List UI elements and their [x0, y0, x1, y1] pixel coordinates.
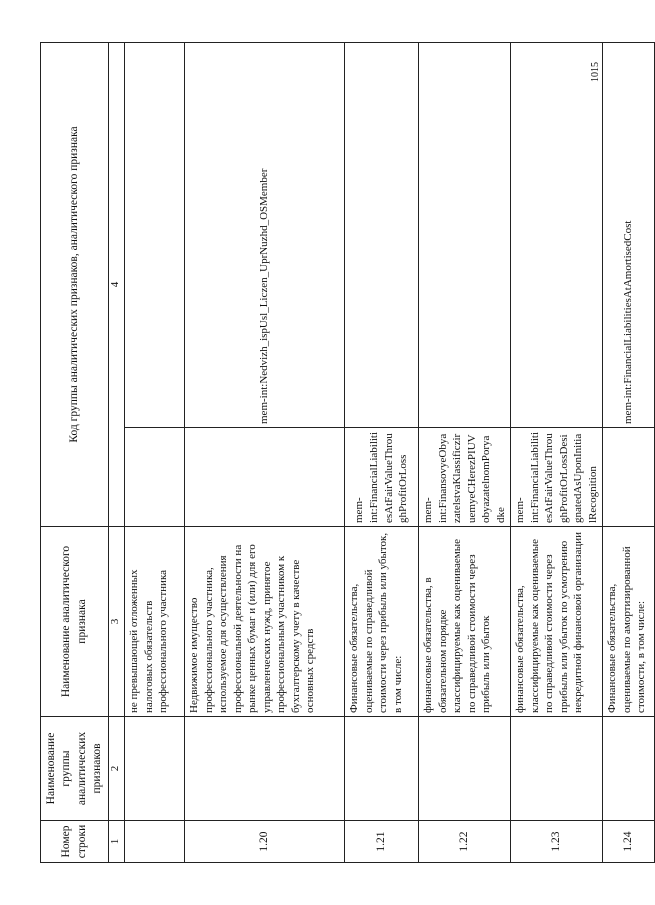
column-number: 3	[109, 527, 125, 717]
row-number: 1.23	[511, 821, 603, 863]
row-feature-name: Финансовые обязательства, оцениваемые по амортизированной стоимости, в том числе:	[603, 527, 655, 717]
row-code-a	[185, 428, 345, 527]
row-feature-name: финансовые обязательства, в обязательном порядке классифицируемые как оцениваемые по справедливой стоимости через прибыль или убыток	[419, 527, 511, 717]
row-code-b	[125, 42, 185, 427]
row-code-a	[603, 428, 655, 527]
table-row	[511, 42, 603, 862]
row-group	[345, 717, 419, 821]
row-number: 1.21	[345, 821, 419, 863]
header-feature-name: Наименование аналитического признака	[41, 527, 109, 717]
row-code-b	[419, 42, 511, 427]
row-code-b: mem-int:FinancialLiabilitiesAtAmortisedCost	[603, 42, 655, 427]
header-row-number: Номер строки	[41, 821, 109, 863]
row-group	[185, 717, 345, 821]
row-group	[511, 717, 603, 821]
row-feature-name: финансовые обязательства, классифицируемые как оцениваемые по справедливой стоимости через прибыль или убыток по усмотрению некредитной финансовой организации	[511, 527, 603, 717]
table-header-row	[41, 42, 109, 862]
row-code-a	[125, 428, 185, 527]
row-code-a: mem-int:FinancialLiabilitiesAtFairValueThroughProfitOrLoss	[345, 428, 419, 527]
row-number: 1.24	[603, 821, 655, 863]
row-number: 1.22	[419, 821, 511, 863]
table-row	[185, 42, 345, 862]
row-feature-name: Финансовые обязательства, оцениваемые по справедливой стоимости через прибыль или убыток, в том числе:	[345, 527, 419, 717]
row-number	[125, 821, 185, 863]
row-number: 1.20	[185, 821, 345, 863]
row-group	[419, 717, 511, 821]
row-group	[125, 717, 185, 821]
page-number: 1015	[590, 62, 601, 82]
row-feature-name: не превышающей отложенных налоговых обязательств профессионального участника	[125, 527, 185, 717]
header-code: Код группы аналитических признаков, аналитического признака	[41, 42, 109, 526]
table-row	[345, 42, 419, 862]
table-row	[125, 42, 185, 862]
row-code-a: mem-int:FinancialLiabilitiesAtFairValueThroughProfitOrLossDesignatedAsUponInitialRecognition	[511, 428, 603, 527]
row-group	[603, 717, 655, 821]
column-number: 2	[109, 717, 125, 821]
column-number: 4	[109, 42, 125, 526]
row-code-b	[345, 42, 419, 427]
row-code-b: mem-int:Nedvizh_ispUsl_Liczen_UprNuzhd_OSMember	[185, 42, 345, 427]
row-code-a: mem-int:FinansovyeObyazatelstvaKlassificziruemyeCHerezPIUVobyazatelnomPoryadke	[419, 428, 511, 527]
column-number-row	[109, 42, 125, 862]
table-row	[603, 42, 655, 862]
row-code-b	[511, 42, 603, 427]
header-group-name: Наименование группы аналитических признаков	[41, 717, 109, 821]
column-number: 1	[109, 821, 125, 863]
table-row	[419, 42, 511, 862]
row-feature-name: Недвижимое имущество профессионального участника, используемое для осуществления профессиональной деятельности на рынке ценных бумаг и (или) для его управленческих нужд, принятое профессиональным участником к бухгалтерскому учету в качестве основных средств	[185, 527, 345, 717]
analytic-features-table	[40, 42, 655, 863]
